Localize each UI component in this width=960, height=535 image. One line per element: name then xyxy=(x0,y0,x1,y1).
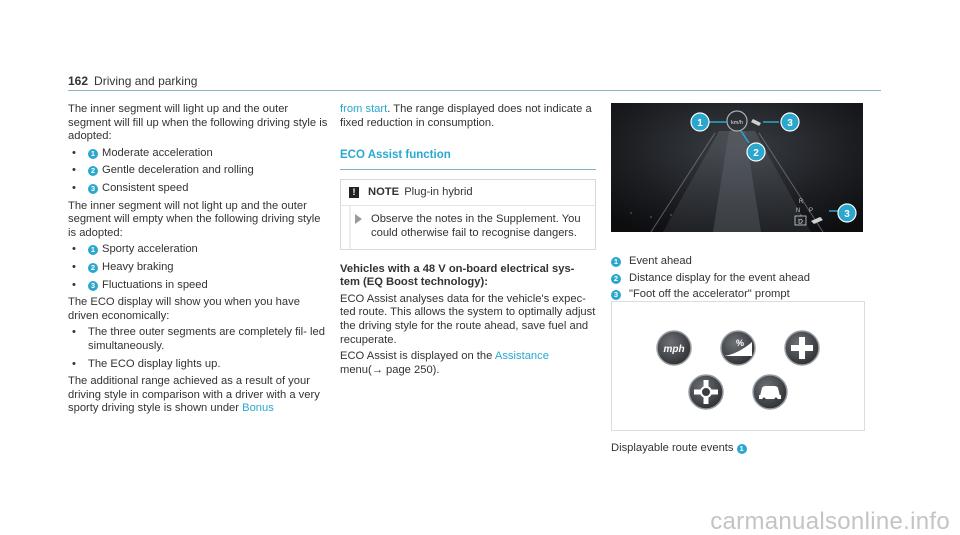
speed-limit-mph-icon xyxy=(657,331,691,365)
gradient-percent-icon xyxy=(721,331,755,365)
legend-item: 2 Distance display for the event ahead xyxy=(611,272,867,286)
paragraph: The inner segment will not light up and the outer segment will empty when the following driving style is adopted: xyxy=(68,199,321,239)
list-item: • 1 Moderate acceleration xyxy=(68,147,330,161)
callout-badge: 2 xyxy=(753,148,759,159)
eco-assist-display-image xyxy=(611,103,863,232)
note-label: NOTE xyxy=(368,185,400,198)
legend-block xyxy=(611,245,867,305)
note-text: Observe the notes in the Supplement. You could otherwise fail to recognise dangers. xyxy=(371,213,581,239)
paragraph: The ECO display will show you when you have driven economically: xyxy=(68,296,300,322)
page-header-title: Driving and parking xyxy=(94,74,198,88)
figure-caption: Displayable route events 1 xyxy=(611,442,751,456)
gear-n: N xyxy=(795,208,801,214)
roundabout-icon xyxy=(689,375,723,409)
legend-item: 3 "Foot off the accelerator" prompt xyxy=(611,288,867,302)
paragraph: from start. The range displayed does not indicate a fixed reduction in consumption. xyxy=(340,103,592,129)
from-start-link[interactable]: from start xyxy=(340,103,388,115)
column-1 xyxy=(68,103,330,419)
junction-icon xyxy=(785,331,819,365)
paragraph: The inner segment will light up and the outer segment will fill up when the following driving style is adopted: xyxy=(68,103,328,143)
list-negative xyxy=(68,243,330,292)
percent-label: % xyxy=(735,338,745,348)
note-bar xyxy=(349,206,351,248)
callout-badge: 2 xyxy=(88,263,98,273)
note-box xyxy=(340,179,596,250)
callout-badge: 1 xyxy=(737,444,747,454)
list-item: • The three outer segments are completely fil- led simultaneously. xyxy=(68,326,330,353)
gear-d: D xyxy=(798,218,803,226)
list-eco xyxy=(68,326,330,371)
list-item: • 2 Heavy braking xyxy=(68,261,330,275)
page-header xyxy=(68,75,197,89)
note-body xyxy=(341,206,595,248)
note-title: Plug-in hybrid xyxy=(404,185,473,198)
header-divider xyxy=(68,90,881,91)
callout-badge: 1 xyxy=(697,118,703,129)
callout-badge: 3 xyxy=(88,184,98,194)
callout-badge: 3 xyxy=(787,118,793,129)
page-number: 162 xyxy=(68,74,89,88)
callout-badge: 1 xyxy=(88,149,98,159)
paragraph: ECO Assist analyses data for the vehicle's expec- ted route. This allows the system to optimally adjust the driving style for the route ahead, save fuel and recuperate. xyxy=(340,292,596,346)
vehicle-ahead-icon xyxy=(753,375,787,409)
exclamation-icon: ! xyxy=(349,187,359,198)
gear-p: P xyxy=(808,208,814,214)
callout-badge: 2 xyxy=(88,166,98,176)
bonus-link[interactable]: Bonus xyxy=(242,402,274,415)
legend xyxy=(611,255,867,302)
column-2 xyxy=(340,103,596,380)
list-item: • The ECO display lights up. xyxy=(68,358,330,372)
arrow-right-icon xyxy=(355,214,362,224)
mph-label: mph xyxy=(663,344,685,355)
legend-item: 1 Event ahead xyxy=(611,255,867,269)
gear-r: R xyxy=(798,199,804,205)
note-header xyxy=(341,180,595,207)
list-item: • 3 Consistent speed xyxy=(68,182,330,196)
watermark: carmanualsonline.info xyxy=(710,508,950,535)
route-event-icons xyxy=(612,302,864,430)
assistance-link[interactable]: Assistance xyxy=(494,350,549,363)
callout-badge: 1 xyxy=(88,245,98,255)
paragraph: ECO Assist is displayed on the Assistance menu(→ page 250). xyxy=(340,350,549,376)
callout-badge: 3 xyxy=(844,209,850,220)
section-heading: ECO Assist function xyxy=(340,149,596,170)
speed-unit-label: km/h xyxy=(731,120,743,126)
subheading: Vehicles with a 48 V on-board electrical sys- tem (EQ Boost technology): xyxy=(340,262,575,289)
paragraph: The additional range achieved as a result of your driving style in comparison with a driver with a very sporty driving style is shown under Bonus xyxy=(68,375,320,415)
list-item: • 3 Fluctuations in speed xyxy=(68,279,330,293)
list-item: • 2 Gentle deceleration and rolling xyxy=(68,164,330,178)
list-item: • 1 Sporty acceleration xyxy=(68,243,330,257)
list-positive xyxy=(68,147,330,196)
route-event-icons-panel xyxy=(611,301,865,431)
callout-badge: 3 xyxy=(88,281,98,291)
